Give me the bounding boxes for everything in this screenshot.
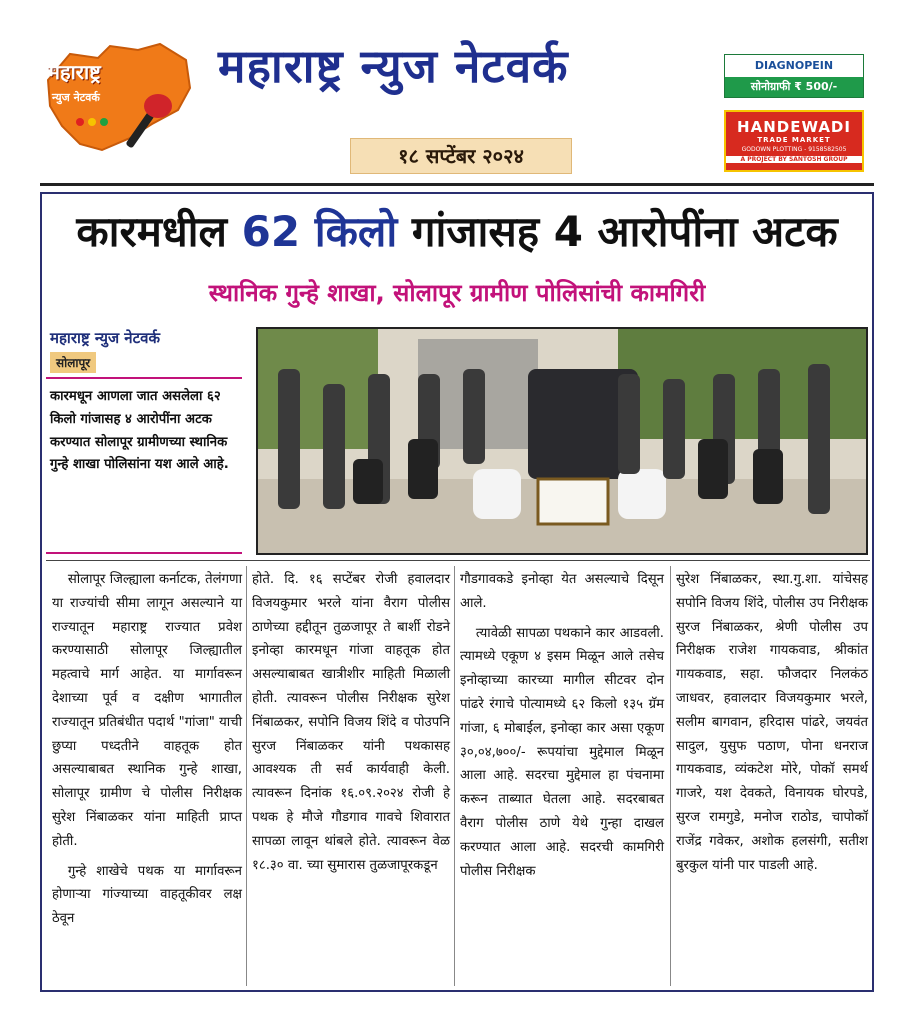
column-2 bbox=[252, 568, 450, 877]
arrest-group-photo-illustration bbox=[258, 329, 866, 553]
issue-date: १८ सप्टेंबर २०२४ bbox=[350, 138, 572, 174]
column-4 bbox=[676, 568, 868, 877]
maharashtra-news-logo[interactable] bbox=[40, 40, 200, 160]
diagnopein-offer: सोनोग्राफी ₹ 500/- bbox=[725, 77, 863, 97]
column-separator bbox=[454, 566, 455, 986]
lead-divider-bottom bbox=[46, 552, 242, 554]
body-paragraph: गौडगावकडे इनोव्हा येत असल्याचे दिसून आले. bbox=[460, 572, 664, 611]
columns-divider bbox=[46, 560, 870, 561]
article-frame bbox=[40, 192, 874, 992]
handewadi-name: HANDEWADI bbox=[737, 118, 851, 136]
body-paragraph: सोलापूर जिल्ह्याला कर्नाटक, तेलंगणा या राज्यांची सीमा लागून असल्याने या राज्यातून महाराष्ट्र राज्यात प्रवेश करण्यासाठी सोलापूर जिल्ह्यातील महत्वाचे मार्ग आहेत. या मार्गावरून देशाच्या पूर्व व दक्षीण भागातील राज्यातून प्रतिबंधीत पदार्थ "गांजा" याची छुप्या पध्दतीने वाहतूक होत असल्याबाबत स्थानिक गुन्हे शाखा, सोलापूर ग्रामीण चे पोलीस निरीक्षक सुरेश निंबाळकर यांना माहिती प्राप्त होती. bbox=[52, 572, 242, 849]
article-subhead: स्थानिक गुन्हे शाखा, सोलापूर ग्रामीण पोलिसांची कामगिरी bbox=[208, 279, 706, 307]
handewadi-ad[interactable] bbox=[724, 110, 864, 172]
article-headline bbox=[42, 202, 872, 259]
diagnopein-name: DIAGNOPEIN bbox=[754, 59, 834, 72]
column-separator bbox=[670, 566, 671, 986]
column-3 bbox=[460, 568, 664, 883]
column-1 bbox=[52, 568, 242, 931]
body-paragraph: गुन्हे शाखेचे पथक या मार्गावरून होणाऱ्या गांज्याच्या वाहतूकीवर लक्ष ठेवून bbox=[52, 863, 242, 927]
handewadi-foot: A PROJECT BY SANTOSH GROUP bbox=[726, 156, 862, 163]
lead-divider-top bbox=[46, 377, 242, 379]
logo-line1: महाराष्ट्र bbox=[48, 60, 101, 84]
diagnopein-ad[interactable] bbox=[724, 54, 864, 98]
masthead bbox=[0, 0, 914, 180]
handewadi-sub: TRADE MARKET bbox=[757, 136, 831, 144]
body-paragraph: त्यावेळी सापळा पथकाने कार आडवली. त्यामध्ये एकूण ४ इसम मिळून आले तसेच इनोव्हाच्या कारच्या मागील सीटवर दोन पांढरे रंगाचे पोत्यामध्ये ६२ किलो १३५ ग्रॅम गांजा, ६ मोबाईल, इनोव्हा कार असा एकूण ३०,०४,७००/- रूपयांचा मुद्देमाल मिळून आला आहे. सदरचा मुद्देमाल हा पंचनामा करून ताब्यात घेतला आहे. सदरबाबत वैराग पोलीस ठाणे येथे गुन्हा दाखल करण्यात आला आहे. सदरची कामगिरी पोलीस निरीक्षक bbox=[460, 625, 664, 879]
byline: महाराष्ट्र न्युज नेटवर्क bbox=[50, 329, 161, 347]
police-team-photo bbox=[256, 327, 868, 555]
column-separator bbox=[246, 566, 247, 986]
headline-part2: गांजासह 4 आरोपींना अटक bbox=[397, 207, 838, 256]
masthead-divider bbox=[40, 183, 874, 186]
lead-paragraph: कारमधून आणला जात असलेला ६२ किलो गांजासह ४ आरोपींना अटक करण्यात सोलापूर ग्रामीणच्या स्थानिक गुन्हे शाखा पोलिसांना यश आले आहे. bbox=[50, 389, 229, 473]
logo-line2: न्युज नेटवर्क bbox=[52, 91, 100, 104]
body-paragraph: होते. दि. १६ सप्टेंबर रोजी हवालदार विजयकुमार भरले यांना वैराग पोलीस ठाणेच्या हद्दीतून तुळजापूर ते बार्शी रोडने इनोव्हा कारमधून गांजा वाहतूक होत असल्याबाबत खात्रीशीर माहिती मिळाली होती. त्यावरून पोलीस निरीक्षक सुरेश निंबाळकर, सपोनि विजय शिंदे व पोउपनि सुरज निंबाळकर यांनी पथकासह आवश्यक ती सर्व कार्यवाही केली. त्यावरून दिनांक १६.०९.२०२४ रोजी हे पथक हे मौजे गौडगाव गावचे शिवारात सापळा लावून थांबले होते. त्यावरून वेळ १८.३० वा. च्या सुमारास तुळजापूरकडून bbox=[252, 572, 450, 873]
dateline-place: सोलापूर bbox=[50, 352, 96, 373]
body-paragraph: सुरेश निंबाळकर, स्था.गु.शा. यांचेसह सपोनि विजय शिंदे, पोलीस उप निरीक्षक सुरज निंबाळकर, श्रेणी पोलीस उप निरीक्षक राजेश गायकवाड, श्रीकांत गायकवाड, सहा. फौजदार निलकंठ जाधवर, हवालदार विजयकुमार भरले, सलीम बागवान, हरिदास पांढरे, जयवंत सादुल, युसुफ पठाण, पोना धनराज गायकवाड, व्यंकटेश मोरे, पोकॉ समर्थ गाजरे, यश देवकते, विनायक घोरपडे, सुरज रामगुडे, मनोज राठोड, चापोकॉ राजेंद्र गवेकर, अशोक हलसंगी, सतीश बुरकुल यांनी पार पाडली आहे. bbox=[676, 572, 868, 873]
headline-part1: कारमधील bbox=[76, 207, 242, 256]
newspaper-title: महाराष्ट्र न्युज नेटवर्क bbox=[218, 39, 569, 93]
headline-highlight: 62 किलो bbox=[241, 207, 398, 256]
handewadi-phone: GODOWN PLOTTING - 9158582505 bbox=[741, 146, 847, 153]
